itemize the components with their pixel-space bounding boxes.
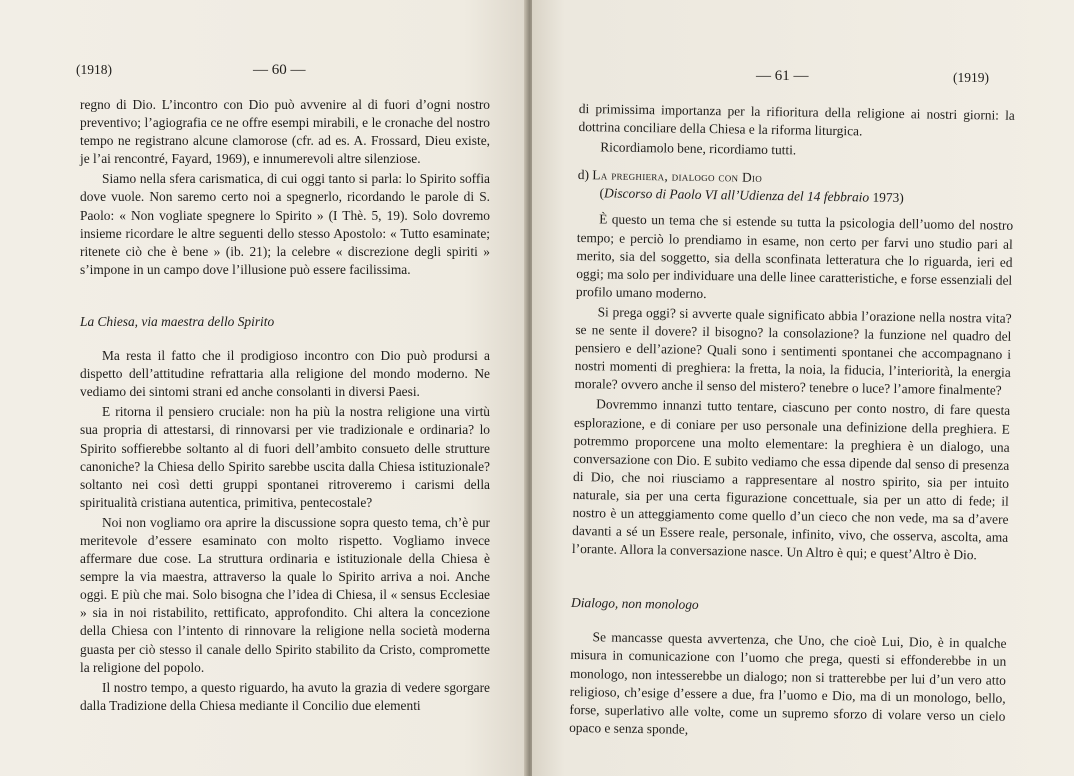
right-opening-line: Ricordiamolo bene, ricordiamo tutti. xyxy=(600,139,797,158)
left-page-number: — 60 — xyxy=(253,62,306,78)
section-label: d) xyxy=(577,167,590,183)
right-subsection-paragraph-1: Se mancasse questa avvertenza, che Uno, che cioè Lui, Dio, è in qualche misura in comunicazione con l’uomo che prega, questi si effonderebbe in un monologo, non intesserebbe un dialogo; non si tratterebbe per lui d’un vero atto religioso, ch’esige d’essere a due, fra l’uomo e Dio, ma di un monologo, bello, forse, superlativo alle volte, come un supremo sforzo di volare verso un cielo opaco e senza sponde, xyxy=(569,629,1007,737)
left-paragraph-1: regno di Dio. L’incontro con Dio può avvenire al di fuori d’ogni nostro preventivo; l’agiografia ce ne offre esempi mirabili, e le cronache del nostro tempo ne registrano alcune clamorose (cfr. ad es. A. Frossard, Dieu existe, je l’ai rencontré, Fayard, 1969), e innumerevoli altre silenziose. xyxy=(80,97,490,167)
right-section-paragraph-3: Dovremmo innanzi tutto tentare, ciascuno per conto nostro, di fare questa esplorazione, e di coniare per uso personale una definizione della preghiera. E potremmo proporcene una molto elementare: la preghiera è un dialogo, una conversazione con Dio. E subito vediamo che essa dipende dal senso di presenza di Dio, che noi riusciamo a rappresentare al nostro spirito, sia per intuito naturale, sia per una certa figurazione concettuale, sia per un atto di fede; il nostro è un atteggiamento come quello d’un cieco che non vede, ma sa d’avere davanti a sé un Essere reale, personale, infinito, vivo, che osserva, ascolta, ama l’orante. Allora la conversazione nasce. Un Altro è qui; e quest’Altro è Dio. xyxy=(571,396,1011,563)
right-page xyxy=(532,0,1074,776)
left-section-paragraph-4: Il nostro tempo, a questo riguardo, ha avuto la grazia di vedere sgorgare dalla Tradizione della Chiesa mediante il Concilio due elementi xyxy=(80,679,490,713)
left-section-paragraph-1: Ma resta il fatto che il prodigioso incontro con Dio può prodursi a dispetto dell’attitudine refrattaria alla religione del mondo moderno. Ne vediamo dei sintomi strani ed anche consolanti in diversi Paesi. xyxy=(80,348,490,400)
right-page-year: (1919) xyxy=(953,70,989,85)
right-opening-paragraph: di primissima importanza per la rifioritura della religione ai nostri giorni: la dottrina conciliare della Chiesa e la riforma liturgica. xyxy=(578,100,1015,139)
section-heading-text: La preghiera, dialogo con Dio xyxy=(592,167,763,186)
left-section-paragraph-3: Noi non vogliamo ora aprire la discussione sopra questo tema, ch’è pur meritevole d’essere esaminato con molto rispetto. Vogliamo invece affermare due cose. La struttura ordinaria e istituzionale della Chiesa è sempre la via maestra, attraverso la quale lo Spirito arriva a noi. Anche oggi. E più che mai. Solo bisogna che l’idea di Chiesa, il « sensus Ecclesiae » sia in noi ristabilito, rettificato, approfondito. Chi altera la concezione della Chiesa con l’intento di rinnovare la religione nella società moderna guasta per ciò stesso il canale dello Spirito stabilito da Cristo, compromette la religione del popolo. xyxy=(80,514,490,675)
left-section-paragraph-2: E ritorna il pensiero cruciale: non ha più la nostra religione una virtù sua propria di attestarsi, di rinnovarsi per vie tradizionale e ordinaria? lo Spirito soffierebbe soltanto al di fuori dell’ambito consueto delle strutture canoniche? la Chiesa dello Spirito sarebbe uscita dalla Chiesa istituzionale? soltanto nei così detti gruppi spontanei ritroveremo i carismi della spiritualità cristiana autentica, primitiva, pentecostale? xyxy=(80,404,490,510)
right-page-body xyxy=(569,100,1015,746)
section-source-prefix: ( xyxy=(599,185,605,201)
left-page-body xyxy=(80,96,490,717)
right-page-number: — 61 — xyxy=(756,68,809,84)
section-source-italic: Discorso di Paolo VI all’Udienza del 14 febbraio xyxy=(603,185,870,205)
subsection-title: Dialogo, non monologo xyxy=(570,595,699,613)
left-page-year: (1918) xyxy=(76,62,112,77)
right-section-paragraph-2: Si prega oggi? si avverte quale significato abbia l’orazione nella nostra vita? se ne sente il dovere? il bisogno? la consolazione? la funzione nel quadro del pensiero e dell’azione? Quali sono i sentimenti spontanei che accompagnano i nostri momenti di preghiera: la fretta, la noia, la fiducia, l’interiorità, la energia morale? ovvero anche il senso del mistero? tenebre o luce? l’amore finalmente? xyxy=(574,304,1012,398)
left-page xyxy=(0,0,528,776)
left-section-title: La Chiesa, via maestra dello Spirito xyxy=(80,313,275,329)
section-source-suffix: 1973) xyxy=(869,189,904,206)
right-section-paragraph-1: È questo un tema che si estende su tutta la psicologia dell’uomo del nostro tempo; e perciò lo prendiamo in esame, non certo per farvi uno studio pari al merito, sia del soggetto, sia della sconfinata letteratura che lo riguarda, ieri ed oggi; ma solo per individuare una delle linee caratteristiche, e forse essenziali del profilo umano moderno. xyxy=(575,211,1014,301)
left-paragraph-2: Siamo nella sfera carismatica, di cui oggi tanto si parla: lo Spirito soffia dove vuole. Non saremo certo noi a spegnerlo, ricordando le parole di S. Paolo: « Non vogliate spegnere lo Spirito » (I Thè. 5, 19). Solo dovremo insieme ricordare le altre seguenti dello stesso Apostolo: « Tutto esaminate; ritenete ciò che è bene » (ib. 21); la celebre « discrezione degli spiriti » s’impone in un campo dove l’illusione può essere facilissima. xyxy=(80,171,490,277)
